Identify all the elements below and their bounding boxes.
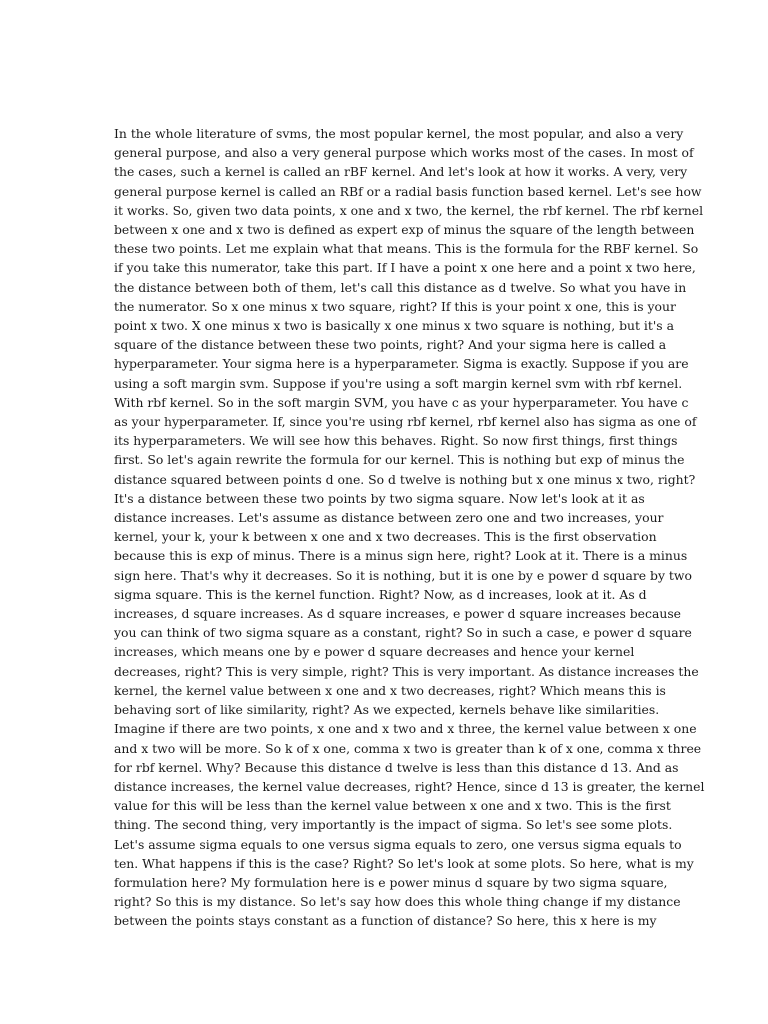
text-line: between x one and x two is defined as expert exp of minus the square of the length between — [114, 222, 695, 238]
text-line: hyperparameter. Your sigma here is a hyperparameter. Sigma is exactly. Suppose if you are — [114, 356, 689, 372]
text-line: kernel, the kernel value between x one and x two decreases, right? Which means this is — [114, 682, 666, 698]
text-line: decreases, right? This is very simple, right? This is very important. As distance increases the — [114, 663, 699, 679]
text-line: formulation here? My formulation here is e power minus d square by two sigma square, — [114, 874, 668, 890]
text-line: thing. The second thing, very importantly is the impact of sigma. So let's see some plots. — [114, 817, 673, 833]
text-line: distance increases. Let's assume as distance between zero one and two increases, your — [114, 510, 664, 526]
text-line: as your hyperparameter. If, since you're using rbf kernel, rbf kernel also has sigma as one of — [114, 414, 697, 430]
text-line: With rbf kernel. So in the soft margin SVM, you have c as your hyperparameter. You have c — [114, 394, 689, 410]
text-line: distance increases, the kernel value decreases, right? Hence, since d 13 is greater, the kernel — [114, 778, 705, 794]
text-line: if you take this numerator, take this part. If I have a point x one here and a point x two here, — [114, 260, 696, 276]
text-line: point x two. X one minus x two is basically x one minus x two square is nothing, but it's a — [114, 318, 674, 334]
text-line: the numerator. So x one minus x two square, right? If this is your point x one, this is your — [114, 298, 676, 314]
text-line: the cases, such a kernel is called an rBF kernel. And let's look at how it works. A very, very — [114, 164, 688, 180]
text-line: increases, which means one by e power d square decreases and hence your kernel — [114, 644, 635, 660]
text-line: In the whole literature of svms, the most popular kernel, the most popular, and also a very — [114, 126, 684, 141]
text-line: ten. What happens if this is the case? Right? So let's look at some plots. So here, what is my — [114, 855, 694, 871]
text-line: you can think of two sigma square as a constant, right? So in such a case, e power d square — [114, 625, 692, 641]
text-line: the distance between both of them, let's call this distance as d twelve. So what you have in — [114, 279, 687, 295]
text-line: value for this will be less than the kernel value between x one and x two. This is the first — [114, 798, 671, 814]
text-line: square of the distance between these two points, right? And your sigma here is called a — [114, 337, 667, 353]
text-line: Let's assume sigma equals to one versus sigma equals to zero, one versus sigma equals to — [114, 836, 682, 852]
text-line: because this is exp of minus. There is a minus sign here, right? Look at it. There is a minus — [114, 548, 688, 564]
text-line: between the points stays constant as a function of distance? So here, this x here is my — [114, 913, 657, 929]
text-line: its hyperparameters. We will see how this behaves. Right. So now first things, first things — [114, 433, 678, 449]
text-line: and x two will be more. So k of x one, comma x two is greater than k of x one, comma x three — [114, 740, 702, 756]
text-line: it works. So, given two data points, x one and x two, the kernel, the rbf kernel. The rbf kernel — [114, 202, 704, 218]
text-line: right? So this is my distance. So let's say how does this whole thing change if my distance — [114, 894, 681, 910]
text-line: using a soft margin svm. Suppose if you're using a soft margin kernel svm with rbf kernel. — [114, 375, 683, 391]
transcript-paragraph — [114, 124, 705, 931]
text-line: distance squared between points d one. So d twelve is nothing but x one minus x two, right? — [114, 471, 696, 487]
text-line: first. So let's again rewrite the formula for our kernel. This is nothing but exp of minus the — [114, 452, 685, 468]
text-line: It's a distance between these two points by two sigma square. Now let's look at it as — [114, 490, 645, 506]
text-line: behaving sort of like similarity, right? As we expected, kernels behave like similarities. — [114, 702, 660, 718]
text-line: general purpose kernel is called an RBf or a radial basis function based kernel. Let's see how — [114, 183, 702, 199]
text-line: these two points. Let me explain what that means. This is the formula for the RBF kernel. So — [114, 241, 699, 257]
text-line: sigma square. This is the kernel function. Right? Now, as d increases, look at it. As d — [114, 586, 647, 602]
text-line: Imagine if there are two points, x one and x two and x three, the kernel value between x one — [114, 721, 697, 737]
text-line: sign here. That's why it decreases. So it is nothing, but it is one by e power d square by two — [114, 567, 692, 583]
text-line: kernel, your k, your k between x one and x two decreases. This is the first observation — [114, 529, 657, 545]
text-line: for rbf kernel. Why? Because this distance d twelve is less than this distance d 13. And as — [114, 759, 679, 775]
text-line: increases, d square increases. As d square increases, e power d square increases because — [114, 606, 682, 622]
text-line: general purpose, and also a very general purpose which works most of the cases. In most of — [114, 145, 694, 161]
